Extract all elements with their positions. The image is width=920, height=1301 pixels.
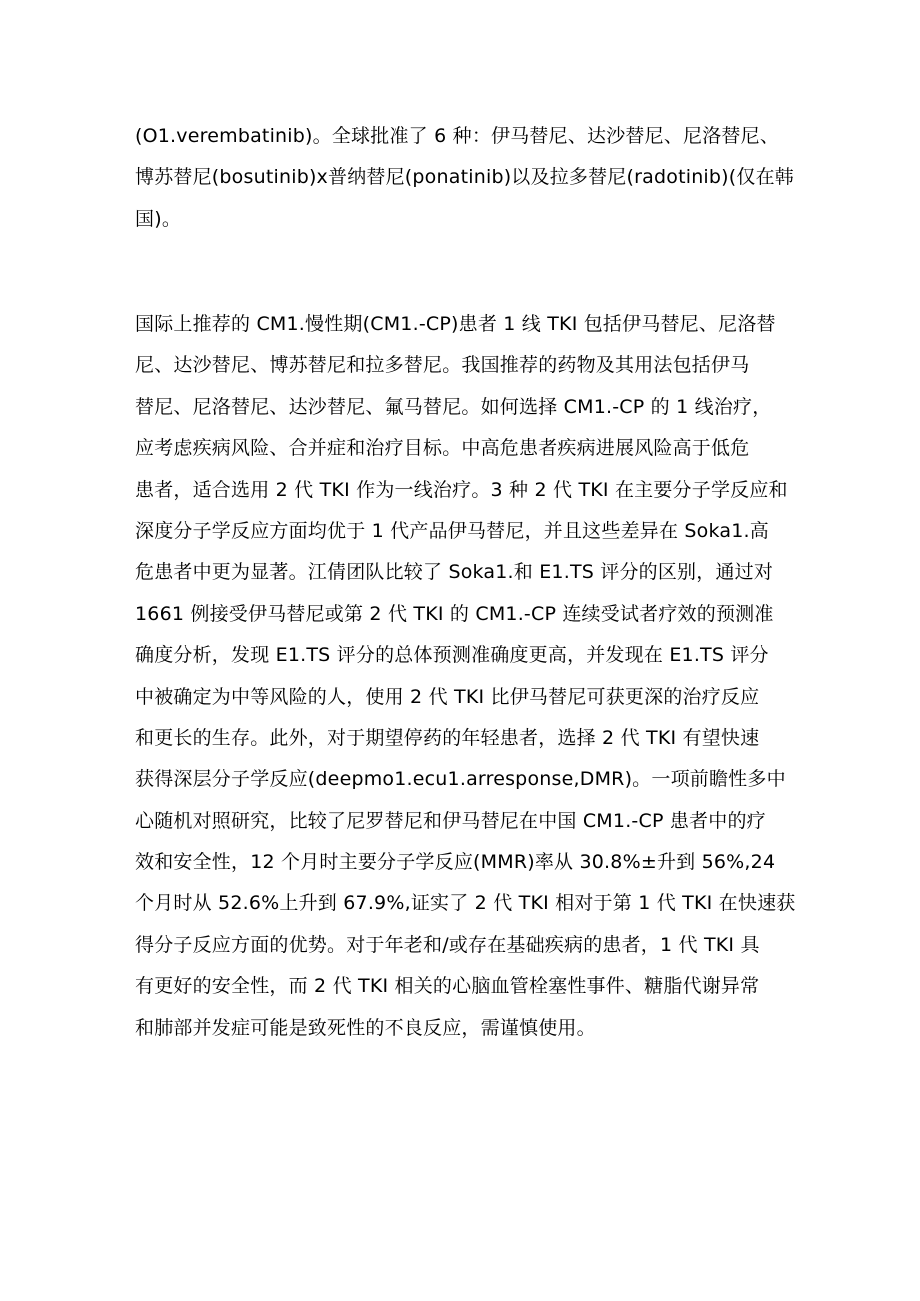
text-line: 有更好的安全性，而 2 代 TKI 相关的心脑血管栓塞性事件、糖脂代谢异常 (135, 975, 760, 998)
text-line: 危患者中更为显著。江倩团队比较了 Soka1.和 E1.TS 评分的区别，通过对 (135, 561, 774, 584)
text-line: 深度分子学反应方面均优于 1 代产品伊马替尼，并且这些差异在 Soka1.高 (135, 519, 769, 542)
paragraph-approved-tki-list (135, 116, 800, 240)
text-line: 中被确定为中等风险的人，使用 2 代 TKI 比伊马替尼可获更深的治疗反应 (135, 685, 760, 708)
text-line: 效和安全性，12 个月时主要分子学反应(MMR)率从 30.8%±升到 56%,24 (135, 851, 776, 874)
text-line: 博苏替尼(bosutinib)x普纳替尼(ponatinib)以及拉多替尼(radotinib)(仅在韩 (135, 166, 794, 189)
text-line: 国)。 (135, 207, 182, 230)
text-line: 获得深层分子学反应(deepmo1.ecu1.arresponse,DMR)。一项前瞻性多中 (135, 768, 786, 791)
text-line: 1661 例接受伊马替尼或第 2 代 TKI 的 CM1.-CP 连续受试者疗效的预测准 (135, 602, 774, 625)
text-line: (O1.verembatinib)。全球批准了 6 种：伊马替尼、达沙替尼、尼洛替尼、 (135, 125, 780, 147)
text-line: 国际上推荐的 CM1.慢性期(CM1.-CP)患者 1 线 TKI 包括伊马替尼、尼洛替 (135, 313, 776, 335)
text-line: 应考虑疾病风险、合并症和治疗目标。中高危患者疾病进展风险高于低危 (135, 437, 750, 460)
paragraph-first-line-therapy (135, 304, 800, 1049)
text-line: 尼、达沙替尼、博苏替尼和拉多替尼。我国推荐的药物及其用法包括伊马 (135, 354, 750, 377)
text-line: 替尼、尼洛替尼、达沙替尼、氟马替尼。如何选择 CM1.-CP 的 1 线治疗， (135, 395, 772, 418)
text-line: 心随机对照研究，比较了尼罗替尼和伊马替尼在中国 CM1.-CP 患者中的疗 (135, 809, 766, 832)
text-line: 个月时从 52.6%上升到 67.9%,证实了 2 代 TKI 相对于第 1 代 TKI 在快速获 (135, 892, 796, 915)
text-line: 和更长的生存。此外，对于期望停药的年轻患者，选择 2 代 TKI 有望快速 (135, 726, 760, 749)
text-line: 确度分析，发现 E1.TS 评分的总体预测准确度更高，并发现在 E1.TS 评分 (135, 644, 769, 667)
text-line: 得分子反应方面的优势。对于年老和/或存在基础疾病的患者，1 代 TKI 具 (135, 933, 760, 956)
text-line: 患者，适合选用 2 代 TKI 作为一线治疗。3 种 2 代 TKI 在主要分子学反应和 (135, 478, 788, 501)
text-line: 和肺部并发症可能是致死性的不良反应，需谨慎使用。 (135, 1016, 596, 1039)
